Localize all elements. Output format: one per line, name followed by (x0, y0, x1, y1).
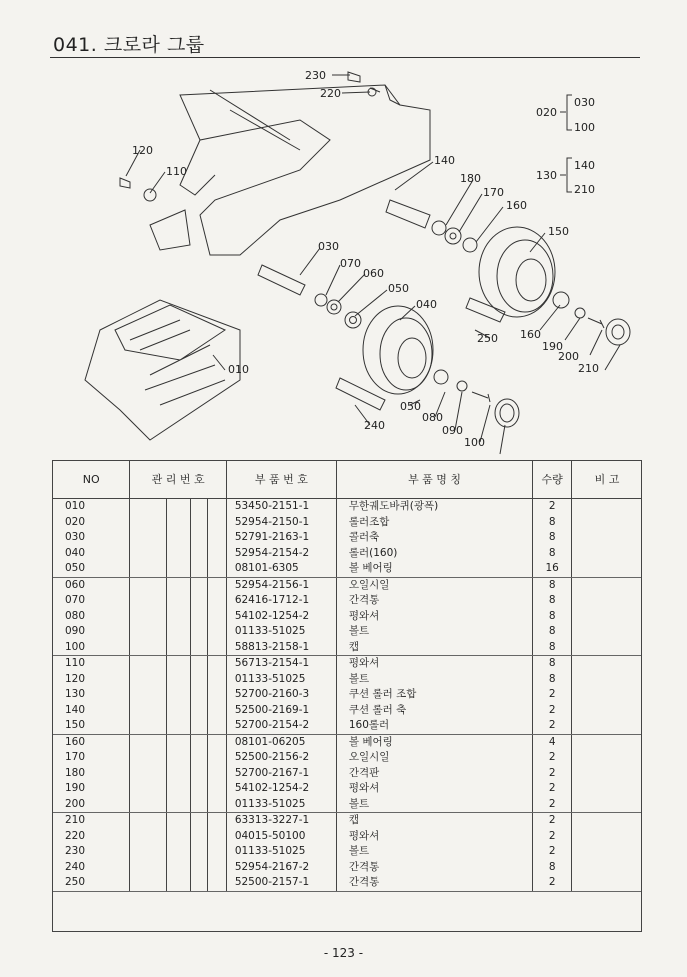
row-name: 볼트 (336, 844, 532, 860)
mgmt-cell (191, 609, 208, 625)
mgmt-cell (130, 561, 167, 577)
mgmt-cell (191, 530, 208, 546)
row-name: 평와셔 (336, 829, 532, 845)
table-row (53, 546, 643, 562)
mgmt-cell (191, 546, 208, 562)
row-part-no: 63313-3227-1 (226, 813, 336, 829)
row-part-no: 52954-2150-1 (226, 515, 336, 531)
row-part-no: 01133-51025 (226, 844, 336, 860)
row-remark (572, 844, 642, 860)
mgmt-cell (166, 781, 190, 797)
mgmt-cell (208, 718, 227, 734)
mgmt-cell (166, 672, 190, 688)
row-no: 220 (53, 829, 130, 845)
mgmt-cell (166, 561, 190, 577)
mgmt-cell (191, 703, 208, 719)
row-part-no: 08101-06205 (226, 734, 336, 750)
table-row (53, 844, 643, 860)
mgmt-cell (130, 546, 167, 562)
row-qty: 2 (533, 703, 572, 719)
mgmt-cell (166, 530, 190, 546)
row-qty: 8 (533, 546, 572, 562)
mgmt-cell (130, 577, 167, 593)
table-row (53, 797, 643, 813)
mgmt-cell (166, 640, 190, 656)
row-qty: 2 (533, 797, 572, 813)
callout: 140 (434, 154, 455, 167)
mgmt-cell (208, 797, 227, 813)
row-qty: 16 (533, 561, 572, 577)
table-row (53, 734, 643, 750)
mgmt-cell (208, 561, 227, 577)
mgmt-cell (191, 734, 208, 750)
row-qty: 2 (533, 750, 572, 766)
mgmt-cell (191, 797, 208, 813)
callout: 100 (464, 436, 485, 449)
mgmt-cell (166, 624, 190, 640)
row-part-no: 08101-6305 (226, 561, 336, 577)
mgmt-cell (191, 672, 208, 688)
mgmt-cell (208, 781, 227, 797)
row-part-no: 52954-2156-1 (226, 577, 336, 593)
legend-from: 140 (574, 159, 595, 172)
row-name: 볼 베어링 (336, 734, 532, 750)
row-name: 볼트 (336, 797, 532, 813)
row-no: 200 (53, 797, 130, 813)
row-no: 140 (53, 703, 130, 719)
row-part-no: 56713-2154-1 (226, 656, 336, 672)
callout: 190 (542, 340, 563, 353)
mgmt-cell (191, 875, 208, 891)
mgmt-cell (191, 656, 208, 672)
mgmt-cell (208, 734, 227, 750)
row-part-no: 52700-2160-3 (226, 687, 336, 703)
table-row (53, 750, 643, 766)
mgmt-cell (130, 781, 167, 797)
row-name: 간격판 (336, 766, 532, 782)
row-no: 110 (53, 656, 130, 672)
row-name: 롤러조합 (336, 515, 532, 531)
page-title: 041. 크로라 그룹 (53, 34, 205, 56)
row-part-no: 04015-50100 (226, 829, 336, 845)
mgmt-cell (130, 813, 167, 829)
row-no: 020 (53, 515, 130, 531)
row-no: 100 (53, 640, 130, 656)
row-no: 060 (53, 577, 130, 593)
row-remark (572, 640, 642, 656)
mgmt-cell (208, 577, 227, 593)
row-remark (572, 687, 642, 703)
row-name: 콜러축 (336, 530, 532, 546)
mgmt-cell (166, 734, 190, 750)
mgmt-cell (130, 734, 167, 750)
row-no: 210 (53, 813, 130, 829)
row-qty: 2 (533, 875, 572, 891)
table-row (53, 703, 643, 719)
callout: 110 (166, 165, 187, 178)
table-row (53, 829, 643, 845)
legend-to: 100 (574, 121, 595, 134)
parts-table (52, 460, 642, 892)
mgmt-cell (191, 624, 208, 640)
row-no: 150 (53, 718, 130, 734)
mgmt-cell (166, 718, 190, 734)
row-remark (572, 813, 642, 829)
mgmt-cell (130, 875, 167, 891)
col-name: 부 품 명 칭 (336, 460, 532, 499)
callout: 060 (363, 267, 384, 280)
table-row (53, 766, 643, 782)
mgmt-cell (191, 640, 208, 656)
callout: 160 (506, 199, 527, 212)
mgmt-cell (130, 593, 167, 609)
row-qty: 8 (533, 624, 572, 640)
row-remark (572, 656, 642, 672)
callout: 080 (422, 411, 443, 424)
callout: 240 (364, 419, 385, 432)
roller-shaft-030 (258, 265, 305, 295)
table-row (53, 499, 643, 515)
row-part-no: 52500-2169-1 (226, 703, 336, 719)
row-remark (572, 829, 642, 845)
mgmt-cell (208, 687, 227, 703)
mgmt-cell (208, 515, 227, 531)
row-qty: 2 (533, 813, 572, 829)
mgmt-cell (191, 593, 208, 609)
row-qty: 8 (533, 593, 572, 609)
row-no: 160 (53, 734, 130, 750)
row-no: 010 (53, 499, 130, 515)
mgmt-cell (191, 844, 208, 860)
mgmt-cell (191, 577, 208, 593)
row-remark (572, 750, 642, 766)
callout: 250 (477, 332, 498, 345)
table-row (53, 687, 643, 703)
row-qty: 8 (533, 530, 572, 546)
row-qty: 2 (533, 766, 572, 782)
row-name: 평와셔 (336, 609, 532, 625)
callout: 050 (400, 400, 421, 413)
table-row (53, 875, 643, 891)
row-qty: 2 (533, 829, 572, 845)
callout: 120 (132, 144, 153, 157)
row-part-no: 52791-2163-1 (226, 530, 336, 546)
row-remark (572, 672, 642, 688)
row-name: 볼트 (336, 624, 532, 640)
row-remark (572, 703, 642, 719)
row-part-no: 52500-2156-2 (226, 750, 336, 766)
row-qty: 2 (533, 499, 572, 515)
mgmt-cell (166, 813, 190, 829)
row-name: 평와셔 (336, 781, 532, 797)
row-remark (572, 624, 642, 640)
legend-code: 130 (536, 169, 557, 182)
row-no: 190 (53, 781, 130, 797)
mgmt-cell (130, 703, 167, 719)
callout: 160 (520, 328, 541, 341)
table-row (53, 672, 643, 688)
row-name: 평와셔 (336, 656, 532, 672)
mgmt-cell (208, 860, 227, 876)
mgmt-cell (191, 860, 208, 876)
row-part-no: 54102-1254-2 (226, 781, 336, 797)
col-mgmt: 관 리 번 호 (130, 460, 226, 499)
row-part-no: 58813-2158-1 (226, 640, 336, 656)
mgmt-cell (191, 750, 208, 766)
mgmt-cell (191, 561, 208, 577)
callout: 090 (442, 424, 463, 437)
mgmt-cell (191, 766, 208, 782)
row-qty: 2 (533, 781, 572, 797)
row-qty: 4 (533, 734, 572, 750)
row-part-no: 01133-51025 (226, 624, 336, 640)
table-row (53, 718, 643, 734)
mgmt-cell (166, 703, 190, 719)
row-name: 간격통 (336, 593, 532, 609)
mgmt-cell (208, 766, 227, 782)
mgmt-cell (130, 750, 167, 766)
row-part-no: 62416-1712-1 (226, 593, 336, 609)
mgmt-cell (130, 860, 167, 876)
row-qty: 8 (533, 515, 572, 531)
row-remark (572, 593, 642, 609)
col-remark: 비 고 (572, 460, 642, 499)
mgmt-cell (191, 829, 208, 845)
mgmt-cell (208, 703, 227, 719)
assembly-legend (536, 96, 595, 196)
table-row (53, 781, 643, 797)
row-no: 050 (53, 561, 130, 577)
row-part-no: 53450-2151-1 (226, 499, 336, 515)
mgmt-cell (166, 844, 190, 860)
row-name: 160롤러 (336, 718, 532, 734)
mgmt-cell (208, 750, 227, 766)
table-row (53, 656, 643, 672)
row-qty: 8 (533, 860, 572, 876)
mgmt-cell (130, 656, 167, 672)
callout: 200 (558, 350, 579, 363)
mgmt-cell (166, 499, 190, 515)
col-no: NO (53, 460, 130, 499)
row-part-no: 01133-51025 (226, 797, 336, 813)
row-part-no: 52700-2167-1 (226, 766, 336, 782)
row-part-no: 52954-2154-2 (226, 546, 336, 562)
row-remark (572, 577, 642, 593)
mgmt-cell (130, 797, 167, 813)
row-name: 롤러(160) (336, 546, 532, 562)
row-no: 240 (53, 860, 130, 876)
mgmt-cell (208, 829, 227, 845)
callout: 170 (483, 186, 504, 199)
row-name: 볼 베어링 (336, 561, 532, 577)
row-no: 180 (53, 766, 130, 782)
mgmt-cell (208, 609, 227, 625)
row-part-no: 52700-2154-2 (226, 718, 336, 734)
row-name: 캡 (336, 813, 532, 829)
callout: 220 (320, 87, 341, 100)
mgmt-cell (208, 656, 227, 672)
row-no: 090 (53, 624, 130, 640)
callout: 210 (578, 362, 599, 375)
mgmt-cell (208, 546, 227, 562)
row-qty: 2 (533, 718, 572, 734)
row-qty: 8 (533, 577, 572, 593)
row-remark (572, 718, 642, 734)
mgmt-cell (166, 829, 190, 845)
mgmt-cell (130, 609, 167, 625)
mgmt-cell (191, 687, 208, 703)
mgmt-cell (166, 546, 190, 562)
mgmt-cell (208, 530, 227, 546)
track-links (85, 300, 240, 440)
mgmt-cell (130, 766, 167, 782)
mgmt-cell (166, 593, 190, 609)
row-name: 간격통 (336, 860, 532, 876)
mgmt-cell (166, 750, 190, 766)
mgmt-cell (166, 797, 190, 813)
table-row (53, 530, 643, 546)
row-qty: 2 (533, 687, 572, 703)
mgmt-cell (130, 844, 167, 860)
row-no: 170 (53, 750, 130, 766)
row-name: 무한궤도바퀴(광폭) (336, 499, 532, 515)
cushion-roller-shaft-140 (386, 200, 430, 228)
table-row (53, 640, 643, 656)
row-part-no: 52500-2157-1 (226, 875, 336, 891)
table-row (53, 813, 643, 829)
row-name: 쿠션 롤러 축 (336, 703, 532, 719)
table-header-row (53, 460, 643, 499)
row-remark (572, 860, 642, 876)
row-no: 070 (53, 593, 130, 609)
row-remark (572, 515, 642, 531)
mgmt-cell (191, 781, 208, 797)
row-qty: 8 (533, 640, 572, 656)
row-no: 080 (53, 609, 130, 625)
mgmt-cell (130, 499, 167, 515)
row-part-no: 52954-2167-2 (226, 860, 336, 876)
mgmt-cell (166, 577, 190, 593)
callout: 050 (388, 282, 409, 295)
mgmt-cell (208, 499, 227, 515)
row-name: 볼트 (336, 672, 532, 688)
mgmt-cell (208, 640, 227, 656)
row-name: 오일시일 (336, 750, 532, 766)
mgmt-cell (208, 813, 227, 829)
mgmt-cell (166, 656, 190, 672)
row-name: 오일시일 (336, 577, 532, 593)
legend-to: 210 (574, 183, 595, 196)
mgmt-cell (130, 672, 167, 688)
track-frame (180, 85, 430, 255)
callout: 070 (340, 257, 361, 270)
row-remark (572, 609, 642, 625)
row-remark (572, 875, 642, 891)
row-remark (572, 499, 642, 515)
exploded-parts-diagram (0, 60, 687, 460)
row-remark (572, 561, 642, 577)
mgmt-cell (130, 687, 167, 703)
row-name: 쿠션 롤러 조합 (336, 687, 532, 703)
title-rule (50, 57, 640, 58)
row-no: 120 (53, 672, 130, 688)
mgmt-cell (191, 499, 208, 515)
table-row (53, 577, 643, 593)
row-part-no: 01133-51025 (226, 672, 336, 688)
mgmt-cell (130, 829, 167, 845)
row-qty: 8 (533, 656, 572, 672)
col-part-no: 부 품 번 호 (226, 460, 336, 499)
mgmt-cell (130, 640, 167, 656)
col-qty: 수량 (533, 460, 572, 499)
row-name: 캡 (336, 640, 532, 656)
row-no: 040 (53, 546, 130, 562)
mgmt-cell (130, 515, 167, 531)
mgmt-cell (208, 844, 227, 860)
legend-from: 030 (574, 96, 595, 109)
row-remark (572, 797, 642, 813)
table-row (53, 593, 643, 609)
mgmt-cell (130, 530, 167, 546)
mgmt-cell (130, 624, 167, 640)
row-no: 230 (53, 844, 130, 860)
mgmt-cell (130, 718, 167, 734)
mgmt-cell (166, 515, 190, 531)
callout: 150 (548, 225, 569, 238)
row-no: 130 (53, 687, 130, 703)
mgmt-cell (166, 860, 190, 876)
row-qty: 2 (533, 844, 572, 860)
row-qty: 8 (533, 672, 572, 688)
table-row (53, 860, 643, 876)
mgmt-cell (166, 609, 190, 625)
table-row (53, 561, 643, 577)
mgmt-cell (191, 515, 208, 531)
row-remark (572, 734, 642, 750)
mgmt-cell (166, 875, 190, 891)
row-no: 250 (53, 875, 130, 891)
mgmt-cell (208, 672, 227, 688)
callout: 180 (460, 172, 481, 185)
mgmt-cell (208, 593, 227, 609)
row-remark (572, 546, 642, 562)
mgmt-cell (166, 766, 190, 782)
table-row (53, 515, 643, 531)
callout: 010 (228, 363, 249, 376)
row-remark (572, 781, 642, 797)
row-name: 간격통 (336, 875, 532, 891)
row-part-no: 54102-1254-2 (226, 609, 336, 625)
table-row (53, 624, 643, 640)
row-no: 030 (53, 530, 130, 546)
page-number: - 123 - (323, 946, 364, 960)
callout: 040 (416, 298, 437, 311)
mgmt-cell (208, 875, 227, 891)
row-remark (572, 530, 642, 546)
callout: 230 (305, 69, 326, 82)
table-row (53, 609, 643, 625)
mgmt-cell (191, 718, 208, 734)
callout: 030 (318, 240, 339, 253)
row-remark (572, 766, 642, 782)
row-qty: 8 (533, 609, 572, 625)
mgmt-cell (166, 687, 190, 703)
mgmt-cell (208, 624, 227, 640)
mgmt-cell (191, 813, 208, 829)
legend-code: 020 (536, 106, 557, 119)
